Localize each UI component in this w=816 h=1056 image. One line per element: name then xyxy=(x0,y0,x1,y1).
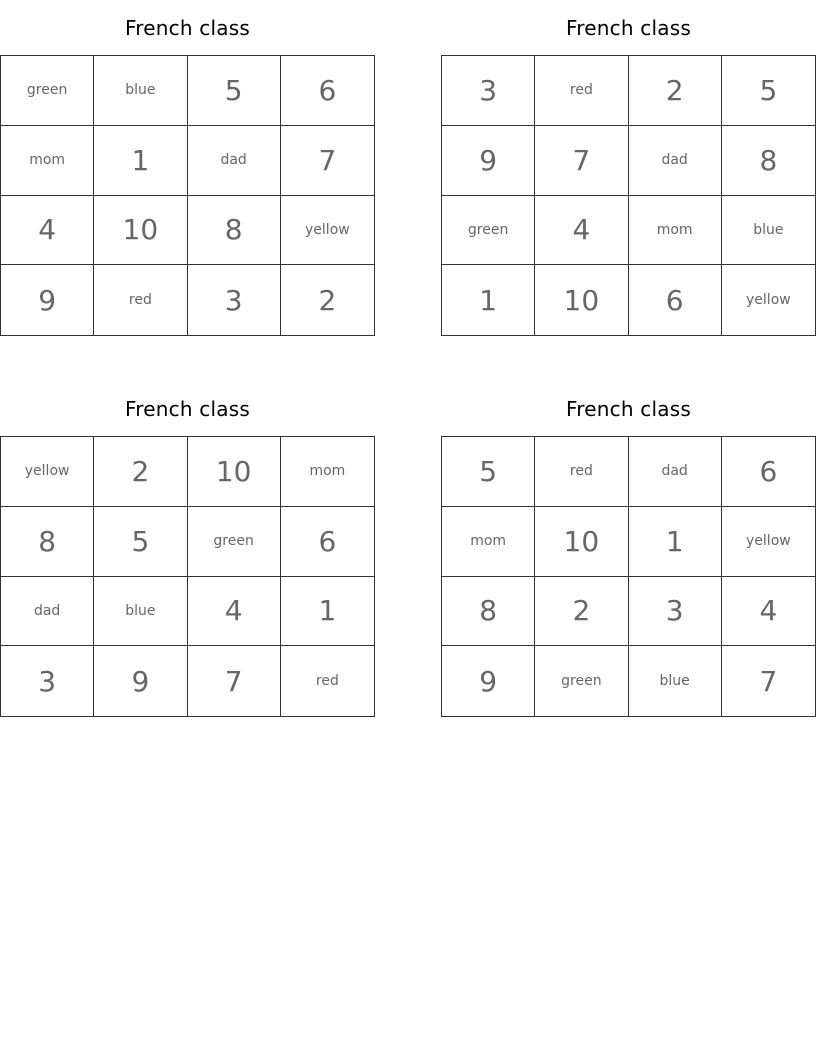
bingo-grid xyxy=(441,436,816,717)
bingo-cell: 10 xyxy=(535,265,628,335)
bingo-cell: green xyxy=(535,646,628,716)
card-title: French class xyxy=(566,16,691,40)
bingo-cell: mom xyxy=(442,507,535,577)
bingo-cell: 4 xyxy=(722,577,815,647)
bingo-cell: yellow xyxy=(722,507,815,577)
bingo-cell: 4 xyxy=(1,196,94,266)
bingo-grid xyxy=(441,55,816,336)
bingo-cell: 3 xyxy=(188,265,281,335)
card-title: French class xyxy=(125,16,250,40)
bingo-cell: green xyxy=(188,507,281,577)
card-title: French class xyxy=(566,397,691,421)
bingo-cell: mom xyxy=(1,126,94,196)
bingo-cell: green xyxy=(442,196,535,266)
bingo-cell: 7 xyxy=(759,664,778,698)
bingo-cell: 5 xyxy=(94,507,187,577)
bingo-cell: 5 xyxy=(442,437,535,507)
bingo-cell: mom xyxy=(281,437,374,507)
bingo-cell: yellow xyxy=(746,292,791,309)
bingo-cell: red xyxy=(535,437,628,507)
bingo-cell: 8 xyxy=(188,196,281,266)
bingo-cell: 8 xyxy=(722,126,815,196)
bingo-cell: 8 xyxy=(442,577,535,647)
bingo-cell: 5 xyxy=(722,56,815,126)
bingo-cell: 9 xyxy=(442,126,535,196)
bingo-cell: 4 xyxy=(188,577,281,647)
bingo-cell: yellow xyxy=(1,437,94,507)
bingo-cell: 7 xyxy=(535,126,628,196)
bingo-cell: 6 xyxy=(629,265,722,335)
bingo-cell: blue xyxy=(722,196,815,266)
bingo-cell: 3 xyxy=(1,646,94,716)
bingo-cell: 9 xyxy=(1,265,94,335)
bingo-cell: 2 xyxy=(535,577,628,647)
bingo-cell: 2 xyxy=(318,283,337,317)
bingo-cell: green xyxy=(1,56,94,126)
bingo-cell: red xyxy=(94,265,187,335)
bingo-cell: 9 xyxy=(442,646,535,716)
bingo-cell: dad xyxy=(1,577,94,647)
bingo-cell: 4 xyxy=(535,196,628,266)
bingo-grid xyxy=(0,436,375,717)
bingo-cell: 3 xyxy=(629,577,722,647)
bingo-cell: 1 xyxy=(629,507,722,577)
bingo-cell: 10 xyxy=(94,196,187,266)
bingo-cell: dad xyxy=(629,126,722,196)
bingo-cell: blue xyxy=(94,56,187,126)
bingo-cell: blue xyxy=(94,577,187,647)
bingo-cell: 6 xyxy=(281,56,374,126)
bingo-cell: 7 xyxy=(281,126,374,196)
bingo-cell: 1 xyxy=(94,126,187,196)
bingo-cell: mom xyxy=(629,196,722,266)
bingo-grid xyxy=(0,55,375,336)
bingo-cell: 3 xyxy=(442,56,535,126)
bingo-cell: dad xyxy=(188,126,281,196)
bingo-cell: red xyxy=(535,56,628,126)
bingo-cell: 10 xyxy=(188,437,281,507)
bingo-cell: 2 xyxy=(629,56,722,126)
bingo-cell: blue xyxy=(629,646,722,716)
bingo-cell: 6 xyxy=(281,507,374,577)
bingo-cell: 10 xyxy=(535,507,628,577)
bingo-cell: red xyxy=(315,673,339,690)
bingo-cell: 2 xyxy=(94,437,187,507)
bingo-cell: 9 xyxy=(94,646,187,716)
bingo-cell: 5 xyxy=(188,56,281,126)
bingo-cell: 8 xyxy=(1,507,94,577)
card-title: French class xyxy=(125,397,250,421)
bingo-cell: 1 xyxy=(442,265,535,335)
bingo-cell: 7 xyxy=(188,646,281,716)
bingo-cell: yellow xyxy=(281,196,374,266)
bingo-cell: 1 xyxy=(281,577,374,647)
bingo-cell: dad xyxy=(629,437,722,507)
bingo-cell: 6 xyxy=(722,437,815,507)
